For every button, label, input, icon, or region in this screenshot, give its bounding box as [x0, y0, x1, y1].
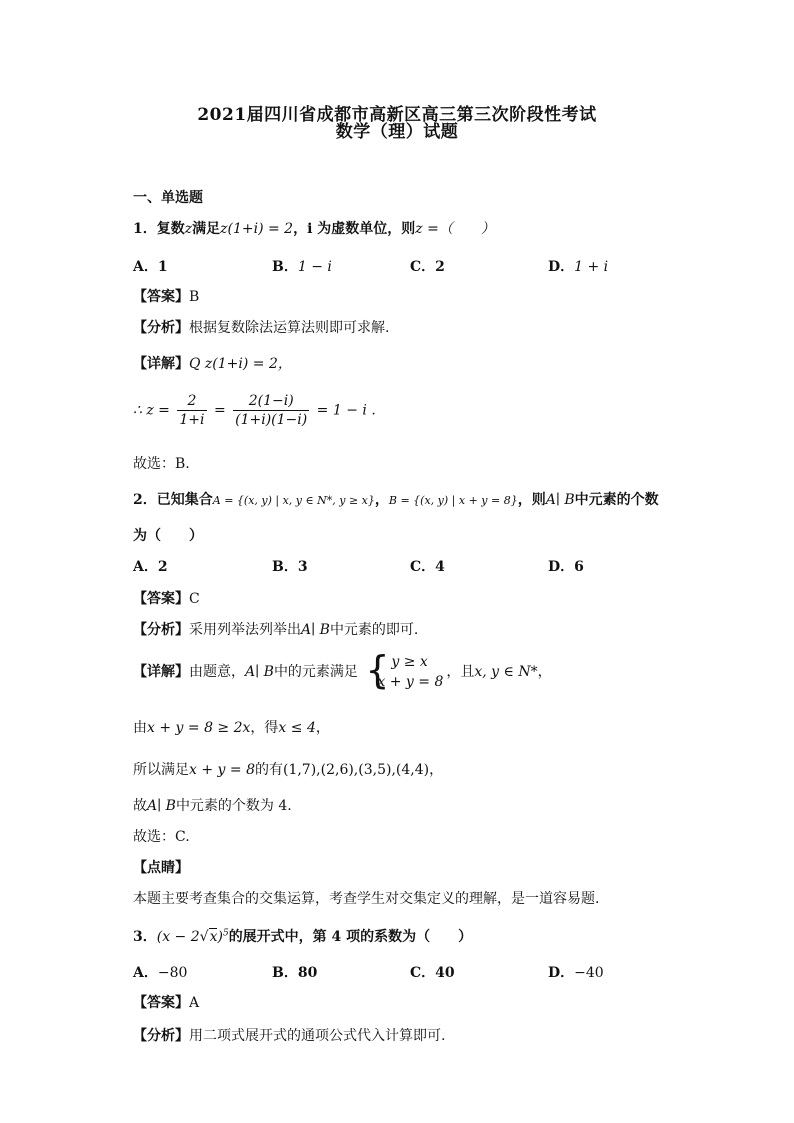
q2-analysis-ab: A∣ B — [301, 622, 330, 638]
q1-var-z: z — [184, 221, 193, 237]
q2-pre: 已知集合 — [156, 492, 213, 508]
q3-option-c-key: C． — [410, 965, 436, 981]
q1-fraction-1 — [177, 392, 206, 429]
q2-option-b-val: 3 — [297, 559, 308, 575]
q1-step-prefix: ∴ z = — [133, 402, 170, 419]
q3-option-d — [548, 962, 604, 982]
q2-choose: 故选：C. — [133, 829, 190, 845]
q3-option-b — [272, 962, 317, 982]
q3-option-b-val: 80 — [297, 965, 318, 981]
q3-expr-pre: (x − 2 — [156, 929, 200, 945]
q2-step1-mid: ，得 — [250, 720, 279, 736]
q2-set-a: A = {(x, y) | x, y ∈ N*, y ≥ x} — [212, 494, 375, 507]
q2-step3-post: 中元素的个数为 4. — [175, 798, 292, 814]
q1-option-b — [272, 256, 332, 276]
exam-subtitle-text: 数学（理）试题 — [335, 122, 459, 142]
q1-post: ，i 为虚数单位，则 — [293, 221, 416, 237]
q3-option-d-key: D． — [548, 965, 575, 981]
q1-ask: z =（ ） — [415, 221, 495, 237]
q2-analysis — [133, 619, 418, 639]
q1-answer — [133, 286, 199, 306]
q2-step2-end: ， — [429, 762, 444, 778]
q1-frac1-num: 2 — [177, 392, 206, 411]
q2-post2: 中元素的个数 — [574, 492, 659, 508]
q1-option-d — [548, 256, 608, 276]
q2-step2 — [133, 759, 443, 779]
q3-analysis-text: 用二项式展开式的通项公式代入计算即可. — [189, 1028, 446, 1044]
q2-step1-res: x ≤ 4 — [278, 720, 316, 736]
q2-analysis-post: 中元素的即可. — [329, 622, 419, 638]
q1-mid: 满足 — [192, 221, 221, 237]
q2-step2-list: (1,7),(2,6),(3,5),(4,4) — [282, 762, 430, 778]
q1-frac2-num: 2(1−i) — [233, 392, 309, 411]
q1-analysis-tag: 【分析】 — [133, 320, 189, 336]
q1-option-c-key: C． — [410, 259, 436, 275]
q1-answer-tag: 【答案】 — [133, 289, 189, 305]
q1-step-result: = 1 − i . — [316, 402, 376, 419]
q1-detail-text: Q z(1+i) = 2， — [189, 356, 292, 372]
q1-detail — [133, 353, 292, 373]
q2-detail-ab: A∣ B — [245, 664, 274, 680]
q3-expr-rad: x — [209, 929, 218, 945]
q1-analysis — [133, 317, 389, 337]
q2-option-c — [410, 556, 445, 576]
q1-expr: z(1+i) = 2 — [220, 221, 294, 237]
q2-sys-row1: y ≥ x — [391, 654, 428, 670]
q3-number: 3． — [133, 929, 157, 945]
q1-option-a-val: 1 — [157, 259, 168, 275]
q2-detail-tag: 【详解】 — [133, 664, 189, 680]
q1-frac1-den: 1+i — [179, 412, 205, 428]
q2-ab: A∣ B — [545, 492, 575, 508]
q3-analysis — [133, 1025, 445, 1045]
question-2 — [133, 489, 659, 509]
q3-option-a — [133, 962, 187, 982]
q2-option-d-key: D． — [548, 559, 575, 575]
q2-option-c-key: C． — [410, 559, 436, 575]
q3-text: 的展开式中，第 4 项的系数为（ ） — [228, 929, 473, 945]
q1-frac2-den: (1+i)(1−i) — [235, 412, 308, 428]
q2-step1-pre: 由 — [133, 720, 147, 736]
q3-option-b-key: B． — [272, 965, 298, 981]
q2-analysis-tag: 【分析】 — [133, 622, 189, 638]
q2-equation-system: { y ≥ x x + y = 8 — [365, 648, 444, 692]
q2-sep: ， — [374, 492, 389, 508]
q2-comment: 本题主要考查集合的交集运算，考查学生对交集定义的理解，是一道容易题. — [133, 891, 600, 907]
q1-fraction-2 — [233, 392, 309, 429]
q1-option-c — [410, 256, 445, 276]
q3-expr-pow: 5 — [222, 928, 229, 939]
q2-sys-row2: x + y = 8 — [377, 674, 444, 690]
q2-step3-ab: A∣ B — [147, 798, 176, 814]
q1-option-d-val: 1 + i — [574, 259, 609, 275]
section-heading: 一、单选题 — [133, 190, 203, 206]
q1-option-b-key: B． — [272, 259, 298, 275]
q3-expr-post: ) — [217, 929, 223, 945]
q2-analysis-pre: 采用列举法列举出 — [189, 622, 301, 638]
q3-option-c — [410, 962, 455, 982]
q1-number: 1． — [133, 221, 157, 237]
q2-detail-pre: 由题意， — [189, 664, 245, 680]
q2-option-a — [133, 556, 168, 576]
q3-option-c-val: 40 — [435, 965, 455, 981]
q2-detail — [133, 648, 552, 692]
q2-answer-value: C — [189, 591, 200, 607]
q2-step2-pre: 所以满足 — [133, 762, 189, 778]
q1-detail-tag: 【详解】 — [133, 356, 189, 372]
q1-answer-value: B — [189, 289, 200, 305]
q3-analysis-tag: 【分析】 — [133, 1028, 189, 1044]
q1-step: ∴ z = $\frac{2}{1+i}$ = $\frac{2(1-i)}{(1+i)(1-i)}$ = 1 − i . — [133, 393, 376, 428]
q2-detail-cond: x, y ∈ N* — [474, 664, 538, 680]
q2-post: ，则 — [517, 492, 546, 508]
q2-detail-end: ， — [537, 664, 552, 680]
question-3 — [133, 926, 472, 946]
q2-detail-mid: 中的元素满足 — [273, 664, 358, 680]
q2-step1-expr: x + y = 8 ≥ 2x — [147, 720, 251, 736]
q2-step1-end: ， — [315, 720, 330, 736]
q2-option-a-val: 2 — [157, 559, 168, 575]
q2-option-c-val: 4 — [435, 559, 445, 575]
q3-option-a-val: −80 — [157, 965, 188, 981]
q2-comment-tag: 【点睛】 — [133, 860, 189, 876]
exam-subtitle — [0, 117, 794, 142]
q2-continuation: 为（ ） — [133, 528, 203, 544]
q2-answer — [133, 588, 200, 608]
q1-option-c-val: 2 — [435, 259, 445, 275]
q2-step1 — [133, 717, 330, 737]
q1-choose: 故选：B. — [133, 456, 190, 472]
q3-option-d-val: −40 — [574, 965, 604, 981]
q2-step2-expr: x + y = 8 — [189, 762, 255, 778]
q3-answer-tag: 【答案】 — [133, 995, 189, 1011]
q1-option-b-val: 1 − i — [297, 259, 332, 275]
q1-option-d-key: D． — [548, 259, 575, 275]
q2-option-b-key: B． — [272, 559, 298, 575]
q3-option-a-key: A． — [133, 965, 158, 981]
exam-title: 2021届四川省成都市高新区高三第三次阶段性考试 — [197, 105, 597, 125]
q2-set-b: B = {(x, y) | x + y = 8} — [388, 494, 518, 507]
q2-detail-post: ，且 — [446, 664, 475, 680]
q2-step3-pre: 故 — [133, 798, 147, 814]
question-1 — [133, 218, 495, 238]
q1-pre: 复数 — [156, 221, 185, 237]
q2-option-b — [272, 556, 308, 576]
q1-option-a — [133, 256, 168, 276]
q2-option-d — [548, 556, 584, 576]
q3-answer — [133, 992, 199, 1012]
q1-option-a-key: A． — [133, 259, 158, 275]
q2-step3 — [133, 795, 292, 815]
q2-number: 2． — [133, 492, 157, 508]
q2-step2-mid: 的有 — [254, 762, 283, 778]
q2-option-d-val: 6 — [574, 559, 584, 575]
q3-expr: $(x - 2√x)^5$ — [156, 928, 229, 945]
q1-analysis-text: 根据复数除法运算法则即可求解. — [189, 320, 390, 336]
q3-answer-value: A — [189, 995, 200, 1011]
q2-option-a-key: A． — [133, 559, 158, 575]
q2-answer-tag: 【答案】 — [133, 591, 189, 607]
